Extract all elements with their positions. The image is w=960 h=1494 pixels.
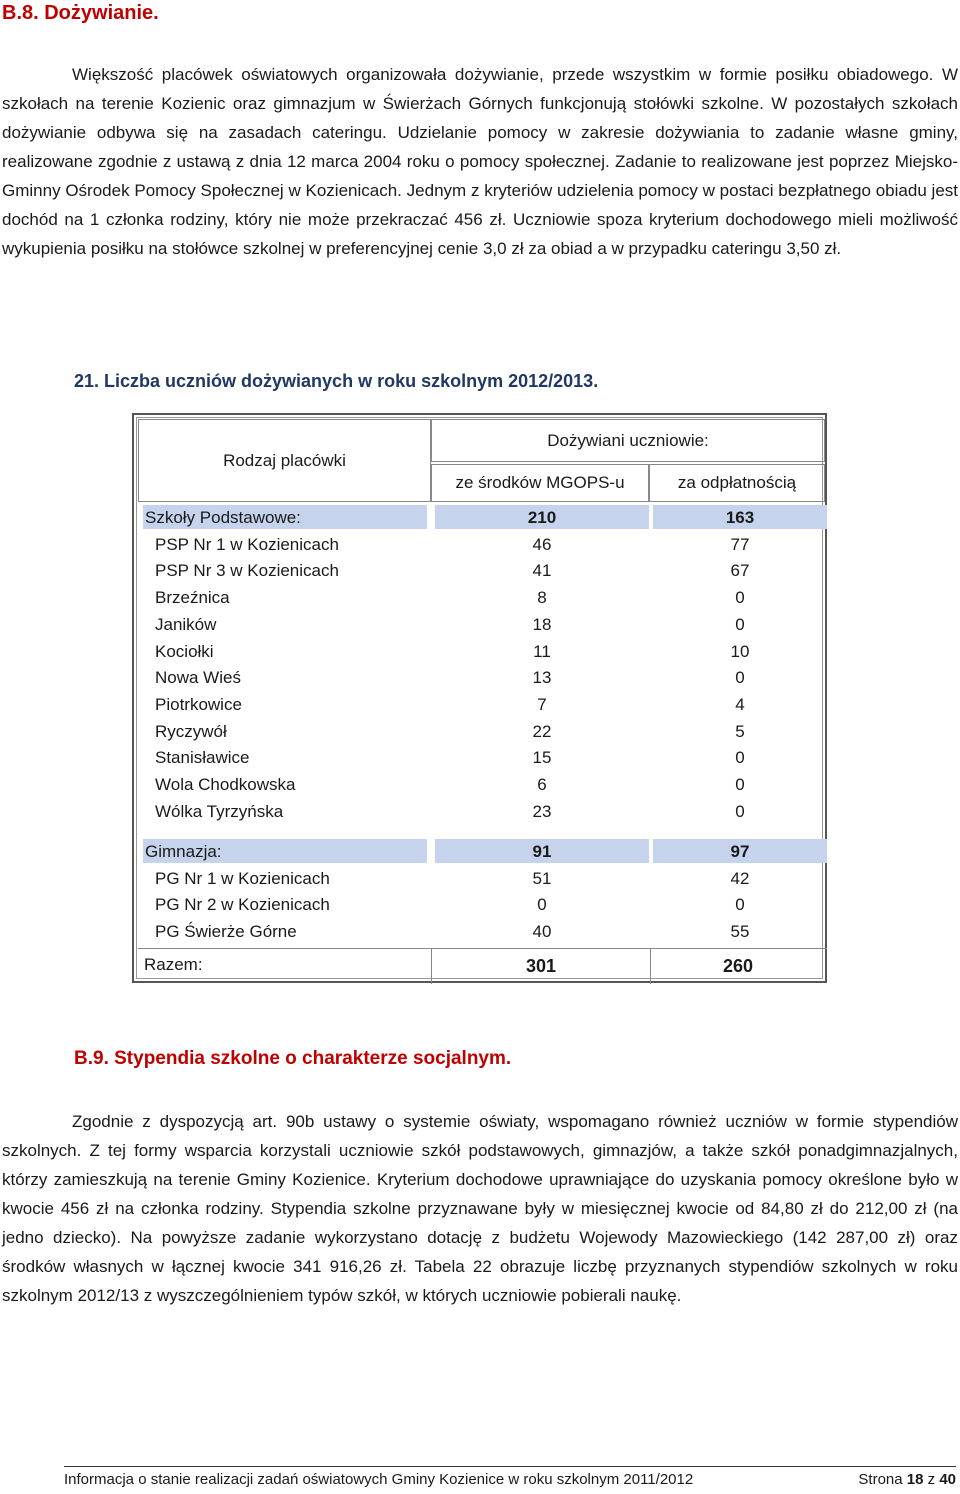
table-row	[139, 505, 824, 531]
row-odplatnosc: 42	[730, 868, 750, 888]
row-odplatnosc: 4	[735, 694, 745, 714]
row-name: Stanisławice	[155, 748, 250, 768]
table-row	[139, 665, 824, 691]
row-name: Wola Chodkowska	[155, 775, 296, 794]
row-mgops: 23	[532, 801, 552, 821]
table-row	[139, 719, 824, 745]
table-row	[139, 866, 824, 892]
footer-title: Informacja o stanie realizacji zadań oświatowych Gminy Kozienice w roku szkolnym 2011/2012	[64, 1471, 694, 1488]
page-current: 18	[906, 1471, 924, 1488]
row-odplatnosc: 0	[735, 775, 745, 794]
page-footer	[64, 1466, 956, 1491]
page-sep: z	[927, 1471, 936, 1488]
table-row	[139, 772, 824, 798]
table-row	[139, 639, 824, 665]
row-mgops: 51	[532, 868, 552, 888]
table-title: 21. Liczba uczniów dożywianych w roku szkolnym 2012/2013.	[74, 371, 599, 391]
row-mgops: 91	[532, 842, 552, 861]
row-odplatnosc: 55	[730, 922, 750, 942]
row-name: PG Nr 2 w Kozienicach	[155, 895, 330, 915]
row-name: Kociołki	[155, 641, 214, 661]
row-mgops: 13	[532, 668, 552, 688]
header-rodzaj-placowki: Rodzaj placówki	[138, 419, 431, 502]
table-row	[139, 919, 824, 945]
row-mgops: 0	[537, 895, 547, 915]
total-row	[138, 948, 827, 985]
row-name: Janików	[155, 614, 217, 634]
table-row	[139, 892, 824, 918]
row-odplatnosc: 67	[730, 561, 750, 581]
row-odplatnosc: 0	[735, 748, 745, 768]
header-mgops: ze środków MGOPS-u	[431, 464, 649, 502]
row-odplatnosc: 77	[730, 534, 750, 554]
meals-table	[132, 413, 827, 983]
paragraph-text: Zgodnie z dyspozycją art. 90b ustawy o systemie oświaty, wspomagano również uczniów w formie stypendiów szkolnych. Z tej formy wsparcia korzystali uczniowie szkół podstawowych, gimnazjów, a także szkół ponadgimnazjalnych, którzy zamieszkują na terenie Gminy Kozienice. Kryterium dochodowe uprawniające do uzyskania pomocy określone było w kwocie 456 zł na członka rodziny. Stypendia szkolne przyznawane były w miesięcznej kwocie od 84,80 zł do 212,00 zł (na jedno dziecko). Na powyższe zadanie wykorzystano dotację z budżetu Wojewody Mazowieckiego (142 287,00 zł) oraz środków własnych w łącznej kwocie 341 916,26 zł. Tabela 22 obrazuje liczbę przyznanych stypendiów szkolnych w roku szkolnym 2012/13 z wyszczególnieniem typów szkół, w których uczniowie pobierali naukę.	[2, 1112, 958, 1305]
row-mgops: 8	[537, 588, 547, 608]
row-mgops: 41	[532, 561, 552, 581]
row-mgops: 40	[532, 922, 552, 942]
row-mgops: 210	[527, 508, 557, 527]
paragraph-text: Większość placówek oświatowych organizowała dożywianie, przede wszystkim w formie posiłku obiadowego. W szkołach na terenie Kozienic oraz gimnazjum w Świerżach Górnych funkcjonują stołówki szkolne. W pozostałych szkołach dożywianie odbywa się na zasadach cateringu. Udzielanie pomocy w zakresie dożywiania to zadanie własne gminy, realizowane zgodnie z ustawą z dnia 12 marca 2004 roku o pomocy społecznej. Zadanie to realizowane jest poprzez Miejsko-Gminny Ośrodek Pomocy Społecznej w Kozienicach. Jednym z kryteriów udzielenia pomocy w postaci bezpłatnego obiadu jest dochód na 1 członka rodziny, który nie może przekraczać 456 zł. Uczniowie spoza kryterium dochodowego mieli możliwość wykupienia posiłku na stołówce szkolnej w preferencyjnej cenie 3,0 zł za obiad a w przypadku cateringu 3,50 zł.	[2, 65, 958, 258]
row-name: PG Świerże Górne	[155, 922, 297, 942]
section-heading-b9: B.9. Stypendia szkolne o charakterze socjalnym.	[74, 1048, 512, 1069]
row-mgops: 6	[537, 775, 547, 794]
row-mgops: 7	[537, 694, 547, 714]
table-row	[139, 612, 824, 638]
table-row	[139, 799, 824, 825]
table-row	[139, 745, 824, 771]
row-mgops: 15	[532, 748, 552, 768]
page-number	[858, 1471, 956, 1488]
row-odplatnosc: 10	[730, 641, 750, 661]
table-row	[139, 692, 824, 718]
total-mgops: 301	[431, 949, 651, 984]
row-odplatnosc: 97	[730, 842, 750, 861]
row-name: PSP Nr 3 w Kozienicach	[155, 561, 339, 581]
row-mgops: 11	[533, 641, 551, 661]
table-row	[139, 839, 824, 865]
row-name: Wólka Tyrzyńska	[155, 801, 284, 821]
row-name: Nowa Wieś	[155, 668, 241, 688]
row-odplatnosc: 0	[735, 668, 745, 688]
header-odplatnosc: za odpłatnością	[649, 464, 825, 502]
row-odplatnosc: 0	[735, 895, 745, 915]
row-odplatnosc: 163	[725, 508, 755, 527]
row-odplatnosc: 0	[735, 801, 745, 821]
table-row	[139, 532, 824, 558]
row-mgops: 46	[532, 534, 552, 554]
row-odplatnosc: 0	[735, 614, 745, 634]
row-mgops: 18	[532, 614, 552, 634]
row-odplatnosc: 5	[735, 721, 745, 741]
table-row	[139, 558, 824, 584]
table-body	[136, 417, 823, 979]
header-dozywiani: Dożywiani uczniowie:	[431, 419, 825, 462]
row-name: Piotrkowice	[155, 694, 242, 714]
row-name: Ryczywół	[155, 721, 227, 741]
page-total: 40	[939, 1471, 956, 1488]
table-row	[139, 585, 824, 611]
total-label: Razem:	[144, 955, 203, 974]
paragraph-dozywianie	[2, 60, 958, 263]
paragraph-stypendia	[2, 1107, 958, 1310]
page-label: Strona	[858, 1471, 903, 1488]
row-name: Gimnazja:	[145, 842, 222, 861]
row-name: Szkoły Podstawowe:	[145, 508, 301, 527]
total-odplatnosc: 260	[722, 956, 754, 976]
row-mgops: 22	[532, 721, 552, 741]
row-name: Brzeźnica	[155, 588, 230, 608]
row-name: PG Nr 1 w Kozienicach	[155, 868, 330, 888]
section-heading-b8: B.8. Dożywianie.	[2, 2, 159, 24]
row-odplatnosc: 0	[735, 588, 745, 608]
row-name: PSP Nr 1 w Kozienicach	[155, 534, 339, 554]
